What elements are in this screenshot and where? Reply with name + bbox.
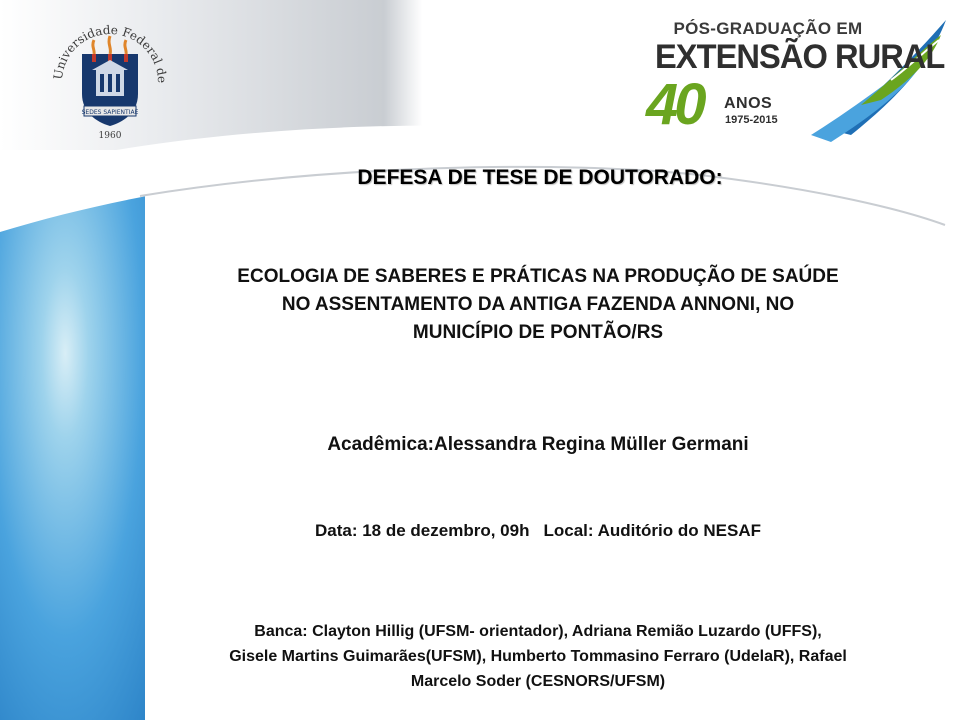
anniversary-word: ANOS (724, 95, 773, 112)
thesis-title-line: ECOLOGIA DE SABERES E PRÁTICAS NA PRODUÇÃO DE SAÚDE (237, 266, 839, 287)
committee-line: Banca: Clayton Hillig (UFSM- orientador), Adriana Remião Luzardo (UFFS), (254, 623, 822, 640)
university-name: Universidade Federal de (50, 22, 170, 84)
committee-line: Gisele Martins Guimarães(UFSM), Humberto Tommasino Ferraro (UdelaR), Rafael (229, 648, 847, 665)
thesis-title-line: NO ASSENTAMENTO DA ANTIGA FAZENDA ANNONI, NO (281, 294, 795, 315)
left-blue-band (0, 196, 145, 720)
program-line1: PÓS-GRADUAÇÃO EM (673, 19, 863, 38)
anniversary-years: 1975-2015 (725, 114, 778, 126)
program-line2: EXTENSÃO RURAL (655, 38, 945, 76)
defense-heading: DEFESA DE TESE DE DOUTORADO: (357, 166, 723, 189)
thesis-title-line: MUNICÍPIO DE PONTÃO/RS (412, 322, 664, 343)
date-location-line (150, 521, 926, 541)
defense-date: Data: 18 de dezembro, 09h (315, 521, 530, 540)
student-name: Acadêmica:Alessandra Regina Müller Germani (327, 434, 749, 455)
anniversary-number: 40 (646, 72, 703, 137)
examining-committee (148, 619, 928, 694)
program-logo (641, 0, 960, 150)
university-seal (48, 10, 172, 144)
defense-location: Local: Auditório do NESAF (543, 521, 761, 540)
university-year: 1960 (98, 131, 122, 141)
committee-line: Marcelo Soder (CESNORS/UFSM) (410, 673, 666, 690)
university-motto: SEDES SAPIENTIAE (81, 109, 139, 116)
thesis-title (150, 263, 926, 347)
